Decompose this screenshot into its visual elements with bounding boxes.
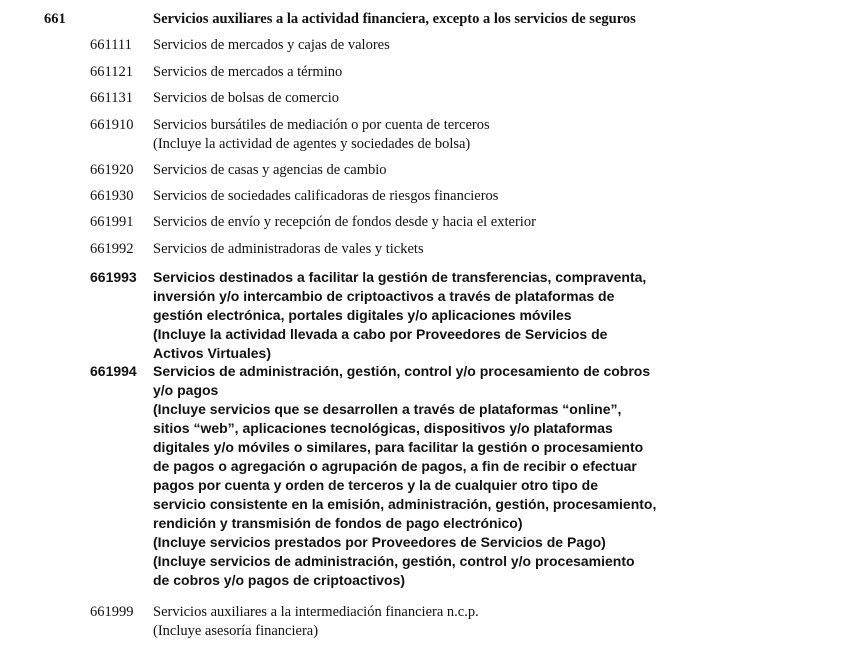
entry-description xyxy=(153,89,339,108)
description-line: Servicios de sociedades calificadoras de riesgos financieros xyxy=(153,188,499,204)
description-line: (Incluye servicios que se desarrollen a través de plataformas “online”, xyxy=(153,401,622,417)
entry-code: 661992 xyxy=(90,241,134,257)
description-line: Servicios bursátiles de mediación o por cuenta de terceros xyxy=(153,117,490,133)
entry-code: 661930 xyxy=(90,188,134,204)
section-code: 661 xyxy=(44,11,66,27)
entry-description xyxy=(153,116,490,154)
description-line: Servicios de bolsas de comercio xyxy=(153,90,340,106)
description-line: (Incluye asesoría financiera) xyxy=(153,623,319,639)
description-line: inversión y/o intercambio de criptoactivos a través de plataformas de xyxy=(153,288,615,304)
entry-description xyxy=(153,63,342,82)
description-line: (Incluye servicios de administración, gestión, control y/o procesamiento xyxy=(153,553,635,569)
entry-description xyxy=(153,240,424,259)
entry-code: 661111 xyxy=(90,37,132,53)
description-line: Servicios auxiliares a la intermediación financiera n.c.p. xyxy=(153,604,479,620)
description-line: de pagos o agregación o agrupación de pagos, a fin de recibir o efectuar xyxy=(153,458,637,474)
entry-code: 661999 xyxy=(90,604,134,620)
description-line: pagos por cuenta y orden de terceros y la de cualquier otro tipo de xyxy=(153,477,598,493)
description-line: sitios “web”, aplicaciones tecnológicas, dispositivos y/o plataformas xyxy=(153,420,613,436)
description-line: Servicios de administración, gestión, control y/o procesamiento de cobros xyxy=(153,363,651,379)
description-line: y/o pagos xyxy=(153,382,219,398)
entry-code: 661910 xyxy=(90,117,134,133)
entry-code: 661994 xyxy=(90,363,137,379)
entry-description xyxy=(153,268,646,363)
description-line: de cobros y/o pagos de criptoactivos) xyxy=(153,572,406,588)
section-title: Servicios auxiliares a la actividad financiera, excepto a los servicios de seguros xyxy=(153,11,636,27)
entry-code: 661920 xyxy=(90,162,134,178)
entry-code: 661131 xyxy=(90,90,133,106)
entry-description xyxy=(153,213,536,232)
description-line: gestión electrónica, portales digitales y/o aplicaciones móviles xyxy=(153,307,572,323)
entry-code: 661991 xyxy=(90,214,134,230)
entry-description xyxy=(153,362,656,590)
description-line: Servicios de mercados y cajas de valores xyxy=(153,37,390,53)
entry-description xyxy=(153,603,479,641)
entry-code: 661993 xyxy=(90,269,137,285)
entry-description xyxy=(153,187,498,206)
description-line: (Incluye la actividad llevada a cabo por Proveedores de Servicios de xyxy=(153,326,608,342)
description-line: Servicios de administradoras de vales y tickets xyxy=(153,241,424,257)
description-line: servicio consistente en la emisión, administración, gestión, procesamiento, xyxy=(153,496,657,512)
entry-description xyxy=(153,161,387,180)
description-line: digitales y/o móviles o similares, para facilitar la gestión o procesamiento xyxy=(153,439,644,455)
description-line: rendición y transmisión de fondos de pago electrónico) xyxy=(153,515,523,531)
description-line: Activos Virtuales) xyxy=(153,345,272,361)
description-line: (Incluye la actividad de agentes y sociedades de bolsa) xyxy=(153,136,471,152)
description-line: Servicios de envío y recepción de fondos desde y hacia el exterior xyxy=(153,214,536,230)
entry-description xyxy=(153,36,390,55)
description-line: Servicios de casas y agencias de cambio xyxy=(153,162,387,178)
description-line: (Incluye servicios prestados por Proveedores de Servicios de Pago) xyxy=(153,534,606,550)
entry-code: 661121 xyxy=(90,64,133,80)
description-line: Servicios destinados a facilitar la gestión de transferencias, compraventa, xyxy=(153,269,647,285)
description-line: Servicios de mercados a término xyxy=(153,64,343,80)
